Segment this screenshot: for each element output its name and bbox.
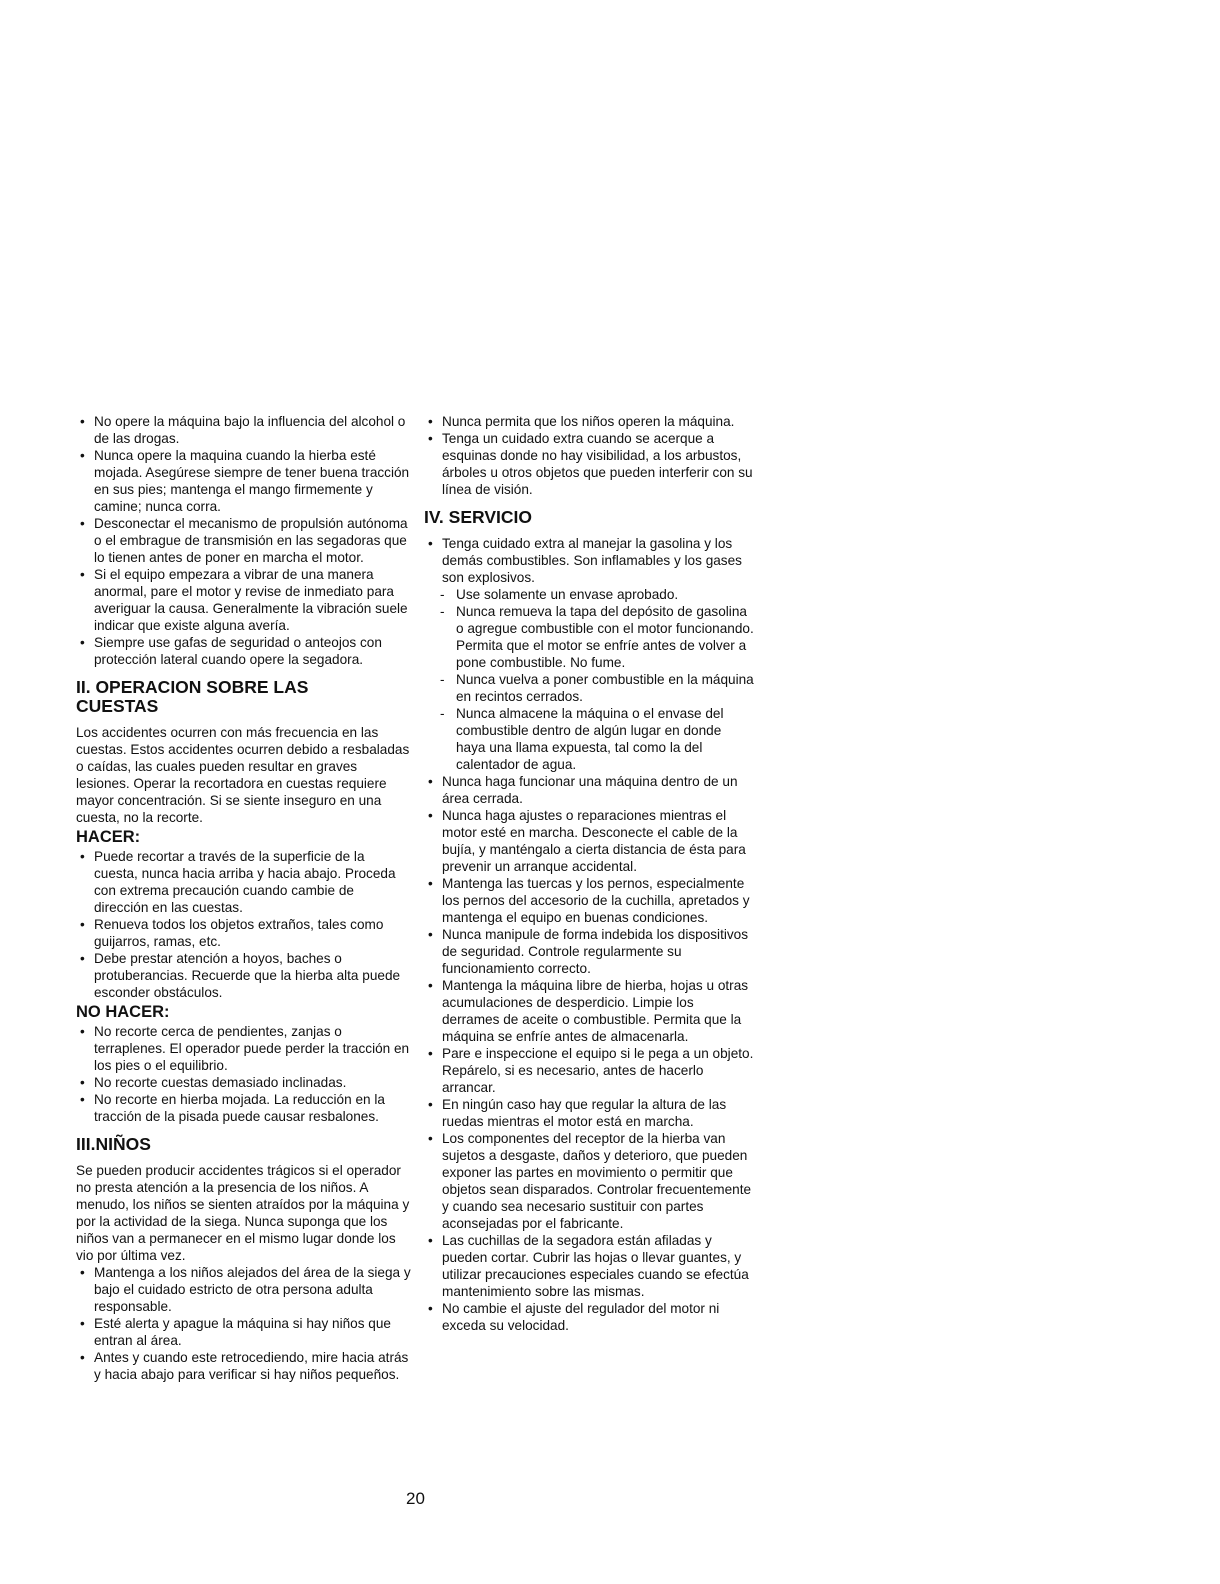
list-item: • Tenga un cuidado extra cuando se acerque a esquinas donde no hay visibilidad, a los arbustos, árboles u otros objetos que pueden interferir con su línea de visión. [424, 430, 754, 498]
list-item: • Siempre use gafas de seguridad o anteojos con protección lateral cuando opere la segadora. [76, 634, 412, 668]
list-item: • Nunca haga funcionar una máquina dentro de un área cerrada. [424, 773, 754, 807]
list-item: • Esté alerta y apague la máquina si hay niños que entran al área. [76, 1315, 412, 1349]
list-item: • Renueva todos los objetos extraños, tales como guijarros, ramas, etc. [76, 916, 412, 950]
section-2-title-line2: CUESTAS [76, 696, 159, 716]
left-intro-list [76, 413, 412, 668]
service-list [424, 773, 754, 1334]
list-item: • Debe prestar atención a hoyos, baches o protuberancias. Recuerde que la hierba alta puede esconder obstáculos. [76, 950, 412, 1001]
section-3-paragraph: Se pueden producir accidentes trágicos si el operador no presta atención a la presencia de los niños. A menudo, los niños se sienten atraídos por la máquina y por la actividad de la siega. Nunca suponga que los niños van a permanecer en el mismo lugar donde los vio por última vez. [76, 1163, 410, 1263]
list-item: • Antes y cuando este retrocediendo, mire hacia atrás y hacia abajo para verificar si hay niños pequeños. [76, 1349, 412, 1383]
right-column [424, 413, 754, 1334]
left-column [76, 413, 412, 1383]
list-item: • Mantenga las tuercas y los pernos, especialmente los pernos del accesorio de la cuchilla, apretados y mantenga el equipo en buenas condiciones. [424, 875, 754, 926]
list-item: • No opere la máquina bajo la influencia del alcohol o de las drogas. [76, 413, 412, 447]
list-item: • Nunca haga ajustes o reparaciones mientras el motor esté en marcha. Desconecte el cable de la bujía, y manténgalo a cierta distancia de ésta para prevenir un arranque accidental. [424, 807, 754, 875]
list-item: • Mantenga a los niños alejados del área de la siega y bajo el cuidado estricto de otra persona adulta responsable. [76, 1264, 412, 1315]
list-item: • No recorte cuestas demasiado inclinadas. [76, 1074, 412, 1091]
section-3-heading: III.NIÑOS [76, 1134, 151, 1154]
right-intro-list [424, 413, 754, 498]
list-item: • Si el equipo empezara a vibrar de una manera anormal, pare el motor y revise de inmediato para averiguar la causa. Generalmente la vibración suele indicar que existe alguna avería. [76, 566, 412, 634]
list-item: • No recorte cerca de pendientes, zanjas o terraplenes. El operador puede perder la tracción en los pies o el equilibrio. [76, 1023, 412, 1074]
list-item: • Puede recortar a través de la superficie de la cuesta, nunca hacia arriba y hacia abajo. Proceda con extrema precaución cuando cambie de dirección en las cuestas. [76, 848, 412, 916]
section-2-heading [76, 678, 412, 716]
dash-item: - Nunca remueva la tapa del depósito de gasolina o agregue combustible con el motor funcionando. Permita que el motor se enfríe antes de volver a pone combustible. No fume. [424, 603, 754, 671]
list-item: • Nunca opere la maquina cuando la hierba esté mojada. Asegúrese siempre de tener buena tracción en sus pies; mantenga el mango firmemente y camine; nunca corra. [76, 447, 412, 515]
section-2-title-line1: II. OPERACION SOBRE LAS [76, 677, 309, 697]
list-item: • Mantenga la máquina libre de hierba, hojas u otras acumulaciones de desperdicio. Limpie los derrames de aceite o combustible. Permita que la máquina se enfríe antes de almacenarla. [424, 977, 754, 1045]
list-item: • Los componentes del receptor de la hierba van sujetos a desgaste, daños y deterioro, que pueden exponer las partes en movimiento o permitir que objetos sean disparados. Controlar frecuentemente y cuando sea necesario sustituir con partes aconsejadas por el fabricante. [424, 1130, 754, 1232]
section-3-list [76, 1264, 412, 1383]
list-item: • No cambie el ajuste del regulador del motor ni exceda su velocidad. [424, 1300, 754, 1334]
list-item: • Las cuchillas de la segadora están afiladas y pueden cortar. Cubrir las hojas o llevar guantes, y utilizar precauciones especiales cuando se efectúa mantenimiento sobre las mismas. [424, 1232, 754, 1300]
list-item: • Desconectar el mecanismo de propulsión autónoma o el embrague de transmisión en las segadoras que lo tienen antes de poner en marcha el motor. [76, 515, 412, 566]
section-4-list [424, 535, 754, 586]
list-item: • No recorte en hierba mojada. La reducción en la tracción de la pisada puede causar resbalones. [76, 1091, 412, 1125]
dash-item: - Nunca vuelva a poner combustible en la máquina en recintos cerrados. [424, 671, 754, 705]
fuel-bullet-text: Tenga cuidado extra al manejar la gasolina y los demás combustibles. Son inflamables y los gases son explosivos. [442, 536, 742, 585]
dash-item: - Nunca almacene la máquina o el envase del combustible dentro de algún lugar en donde haya una llama expuesta, tal como la del calentador de agua. [424, 705, 754, 773]
dont-heading: NO HACER: [76, 1003, 170, 1021]
list-item: • En ningún caso hay que regular la altura de las ruedas mientras el motor está en marcha. [424, 1096, 754, 1130]
section-4-heading: IV. SERVICIO [424, 507, 532, 527]
fuel-dash-list [424, 586, 754, 773]
list-item: • Pare e inspeccione el equipo si le pega a un objeto. Repárelo, si es necesario, antes de hacerlo arrancar. [424, 1045, 754, 1096]
do-heading: HACER: [76, 828, 141, 846]
list-item [424, 535, 754, 586]
list-item: • Nunca manipule de forma indebida los dispositivos de seguridad. Controle regularmente su funcionamiento correcto. [424, 926, 754, 977]
dont-list [76, 1023, 412, 1125]
do-list [76, 848, 412, 1001]
page-number: 20 [406, 1489, 425, 1508]
section-2-paragraph: Los accidentes ocurren con más frecuencia en las cuestas. Estos accidentes ocurren debido a resbaladas o caídas, las cuales pueden resultar en graves lesiones. Operar la recortadora en cuestas requiere mayor concentración. Si se siente inseguro en una cuesta, no la recorte. [76, 725, 410, 825]
list-item: • Nunca permita que los niños operen la máquina. [424, 413, 754, 430]
dash-item: - Use solamente un envase aprobado. [424, 586, 754, 603]
